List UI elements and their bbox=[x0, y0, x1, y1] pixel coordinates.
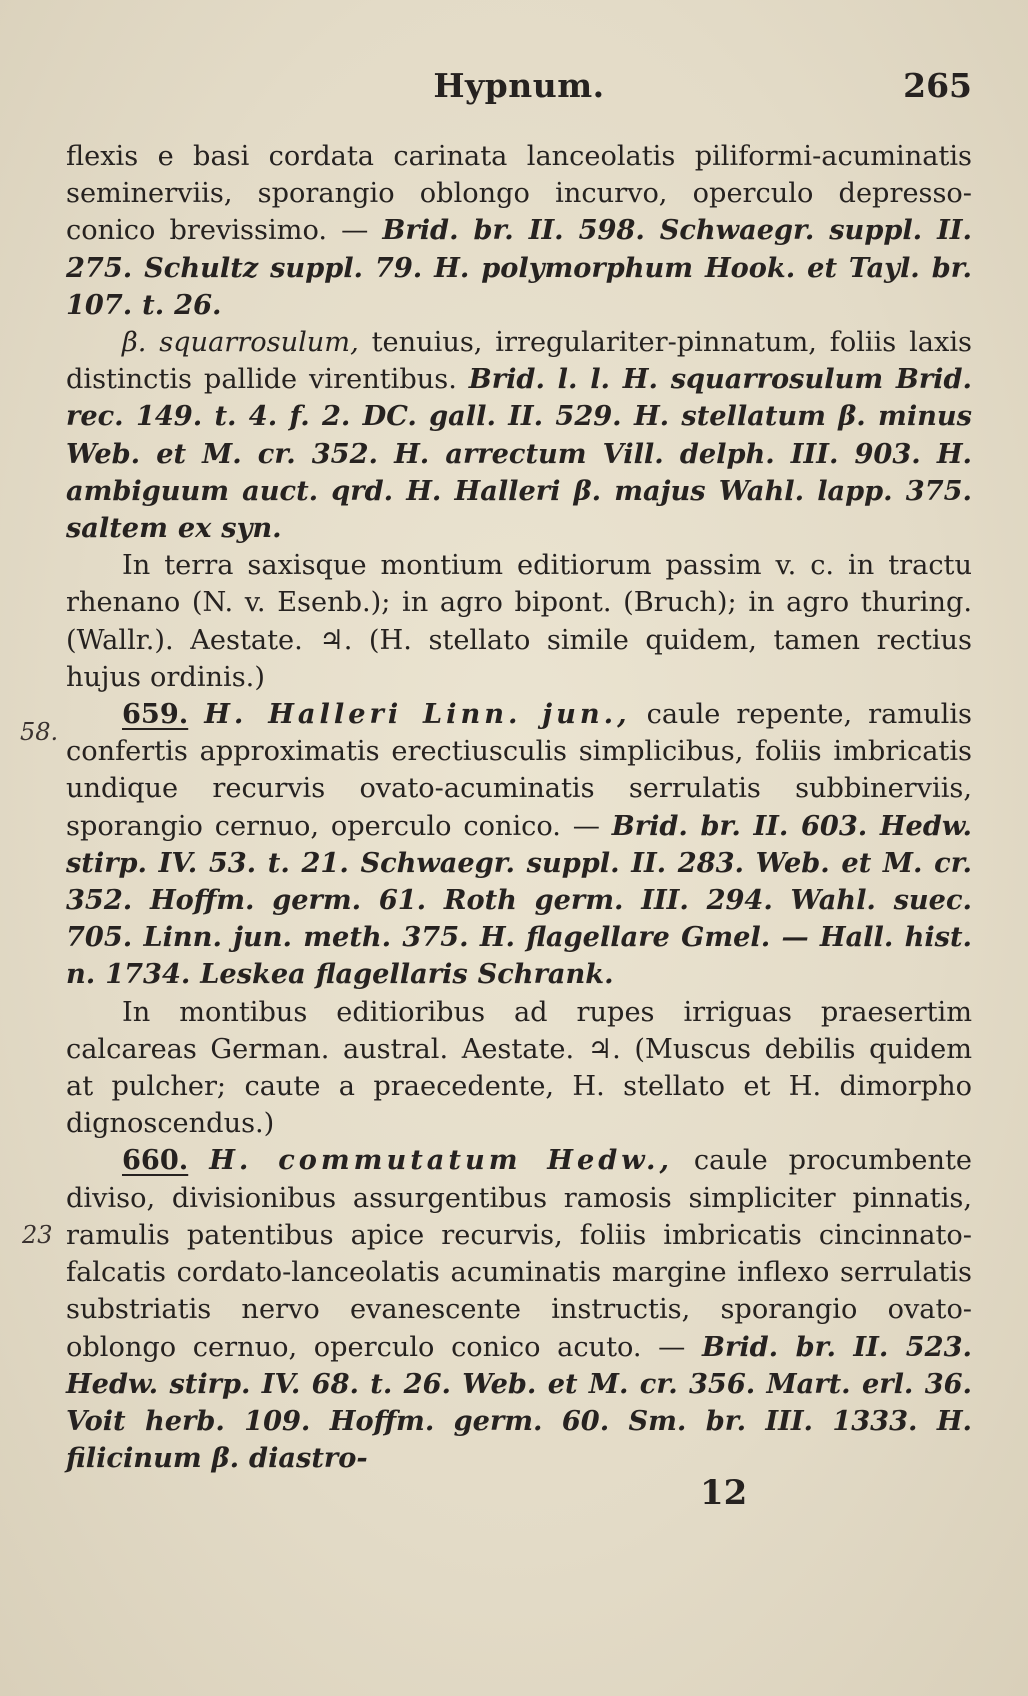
p6-refs: Brid. br. II. 523. Hedw. stirp. IV. 68. t. 26. Web. et M. cr. 356. Mart. erl. 36. Voit herb. 109. Hoffm. germ. 60. Sm. br. III. 1333. H. filicinum β. diastro- bbox=[66, 1330, 972, 1475]
p6-text: caule procumbente diviso, divisionibus assurgentibus ramosis simpliciter pinnatis, ramulis patentibus apice recurvis, foliis imbricatis cincinnato-falcatis cordato-lanceolatis acuminatis margine inflexo serrulatis substriatis nervo evanescente instructis, sporangio ovato-oblongo cernuo, operculo conico acuto. — bbox=[66, 1145, 972, 1363]
signature-mark: 12 bbox=[700, 1473, 748, 1513]
margin-note-23: 23 bbox=[22, 1221, 53, 1249]
p4-refs: Brid. br. II. 603. Hedw. stirp. IV. 53. t. 21. Schwaegr. suppl. II. 283. Web. et M. cr. 352. Hoffm. germ. 61. Roth germ. III. 294. Wahl. suec. 705. Linn. jun. meth. 375. H. flagellare Gmel. — Hall. hist. n. 1734. Leskea flagellaris Schrank. bbox=[66, 809, 972, 991]
p2-text: tenuius, irregulariter-pinnatum, foliis laxis distinctis pallide virentibus. bbox=[66, 327, 972, 396]
paragraph-2 bbox=[66, 324, 972, 547]
page-number: 265 bbox=[903, 66, 972, 105]
p4-number: 659. bbox=[122, 698, 189, 731]
p4-name: H. Halleri Linn. jun., bbox=[204, 698, 631, 731]
p2-variety: β. squarrosulum, bbox=[122, 327, 359, 359]
paragraph-3 bbox=[66, 547, 972, 696]
p2-refs: Brid. l. l. H. squarrosulum Brid. rec. 149. t. 4. f. 2. DC. gall. II. 529. H. stellatum β. minus Web. et M. cr. 352. H. arrectum Vill. delph. III. 903. H. ambiguum auct. qrd. H. Halleri β. majus Wahl. lapp. 375. saltem ex syn. bbox=[66, 363, 972, 545]
paragraph-5 bbox=[66, 994, 972, 1143]
p5-text: In montibus editioribus ad rupes irriguas praesertim calcareas German. austral. Aestate. ♃. (Muscus debilis quidem at pulcher; caute a praecedente, H. stellato et H. dimorpho dignoscendus.) bbox=[66, 996, 972, 1140]
margin-note-58: 58. bbox=[20, 718, 59, 746]
body-text bbox=[66, 138, 972, 1477]
paragraph-4-entry-659 bbox=[66, 696, 972, 994]
paragraph-6-entry-660 bbox=[66, 1142, 972, 1477]
running-title: Hypnum. bbox=[433, 66, 605, 105]
p1-refs: Brid. br. II. 598. Schwaegr. suppl. II. 275. Schultz suppl. 79. H. polymorphum Hook. et Tayl. br. 107. t. 26. bbox=[66, 214, 972, 321]
p6-name: H. commutatum Hedw., bbox=[209, 1144, 673, 1177]
p4-text: caule repente, ramulis confertis approximatis erectiusculis simplicibus, foliis imbricatis undique recurvis ovato-acuminatis serrulatis subbinerviis, sporangio cernuo, operculo conico. — bbox=[66, 699, 972, 842]
p6-number: 660. bbox=[122, 1144, 189, 1177]
p3-text: In terra saxisque montium editiorum passim v. c. in tractu rhenano (N. v. Esenb.); in agro bipont. (Bruch); in agro thuring. (Wallr.). Aestate. ♃. (H. stellato simile quidem, tamen rectius hujus ordinis.) bbox=[66, 550, 972, 693]
running-head bbox=[66, 66, 972, 106]
paragraph-1 bbox=[66, 138, 972, 324]
p1-text: flexis e basi cordata carinata lanceolatis piliformi-acuminatis seminerviis, sporangio oblongo incurvo, operculo depresso-conico brevissimo. — bbox=[66, 141, 972, 247]
